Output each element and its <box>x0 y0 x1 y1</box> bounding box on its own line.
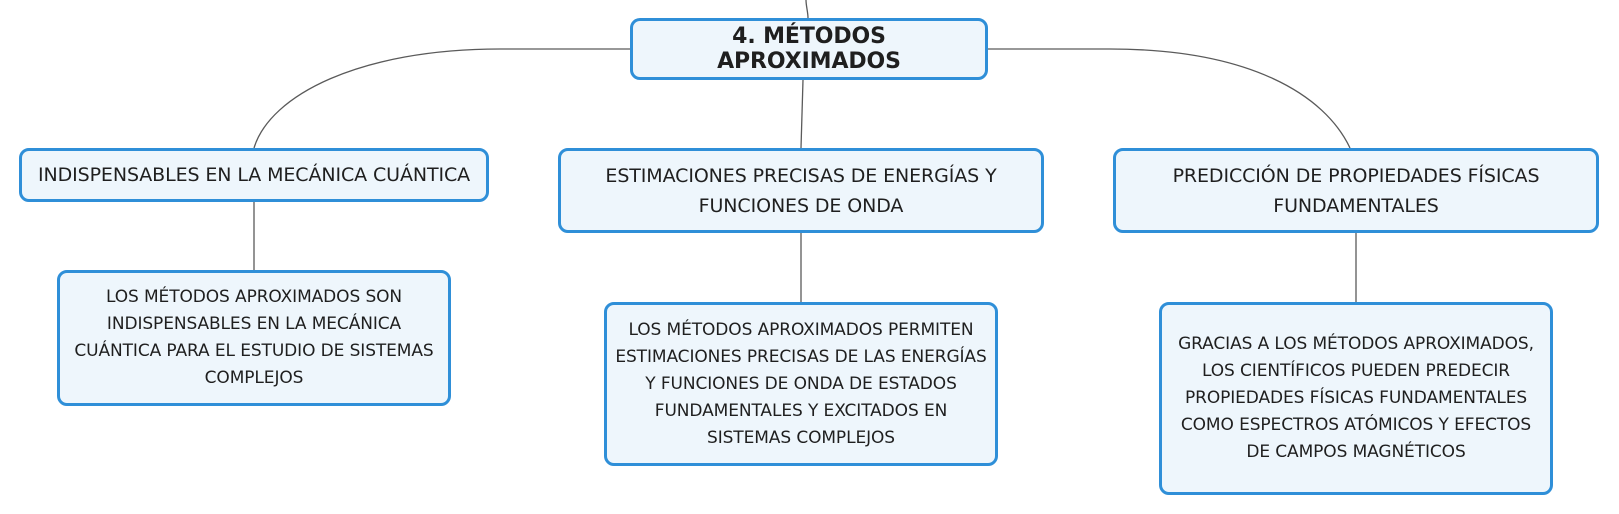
branch-node-prediccion[interactable] <box>1113 148 1599 233</box>
branch-node-indispensables[interactable] <box>19 148 489 202</box>
detail-node-text: LOS MÉTODOS APROXIMADOS PERMITEN ESTIMACIONES PRECISAS DE LAS ENERGÍAS Y FUNCIONES DE ONDA DE ESTADOS FUNDAMENTALES Y EXCITADOS EN SISTEMAS COMPLEJOS <box>615 319 987 448</box>
detail-node-text: LOS MÉTODOS APROXIMADOS SON INDISPENSABLES EN LA MECÁNICA CUÁNTICA PARA EL ESTUDIO DE SISTEMAS COMPLEJOS <box>74 287 434 388</box>
root-node-metodos-aproximados[interactable] <box>630 18 988 80</box>
detail-node-text: GRACIAS A LOS MÉTODOS APROXIMADOS, LOS CIENTÍFICOS PUEDEN PREDECIR PROPIEDADES FÍSICAS FUNDAMENTALES COMO ESPECTROS ATÓMICOS Y EFECTOS DE CAMPOS MAGNÉTICOS <box>1178 334 1534 462</box>
branch-node-label: PREDICCIÓN DE PROPIEDADES FÍSICAS FUNDAMENTALES <box>1172 164 1540 217</box>
connector-from-parent <box>806 0 808 18</box>
detail-node-indispensables[interactable] <box>57 270 451 406</box>
detail-node-estimaciones[interactable] <box>604 302 998 466</box>
branch-node-estimaciones[interactable] <box>558 148 1044 233</box>
connector-root-to-branch-2 <box>801 80 803 148</box>
branch-node-label: ESTIMACIONES PRECISAS DE ENERGÍAS Y FUNCIONES DE ONDA <box>605 164 997 217</box>
branch-node-label: INDISPENSABLES EN LA MECÁNICA CUÁNTICA <box>37 164 471 186</box>
root-node-label: 4. MÉTODOS APROXIMADOS <box>717 24 901 74</box>
detail-node-prediccion[interactable] <box>1159 302 1553 495</box>
connector-root-to-branch-1 <box>254 49 630 148</box>
connector-root-to-branch-3 <box>988 49 1350 148</box>
